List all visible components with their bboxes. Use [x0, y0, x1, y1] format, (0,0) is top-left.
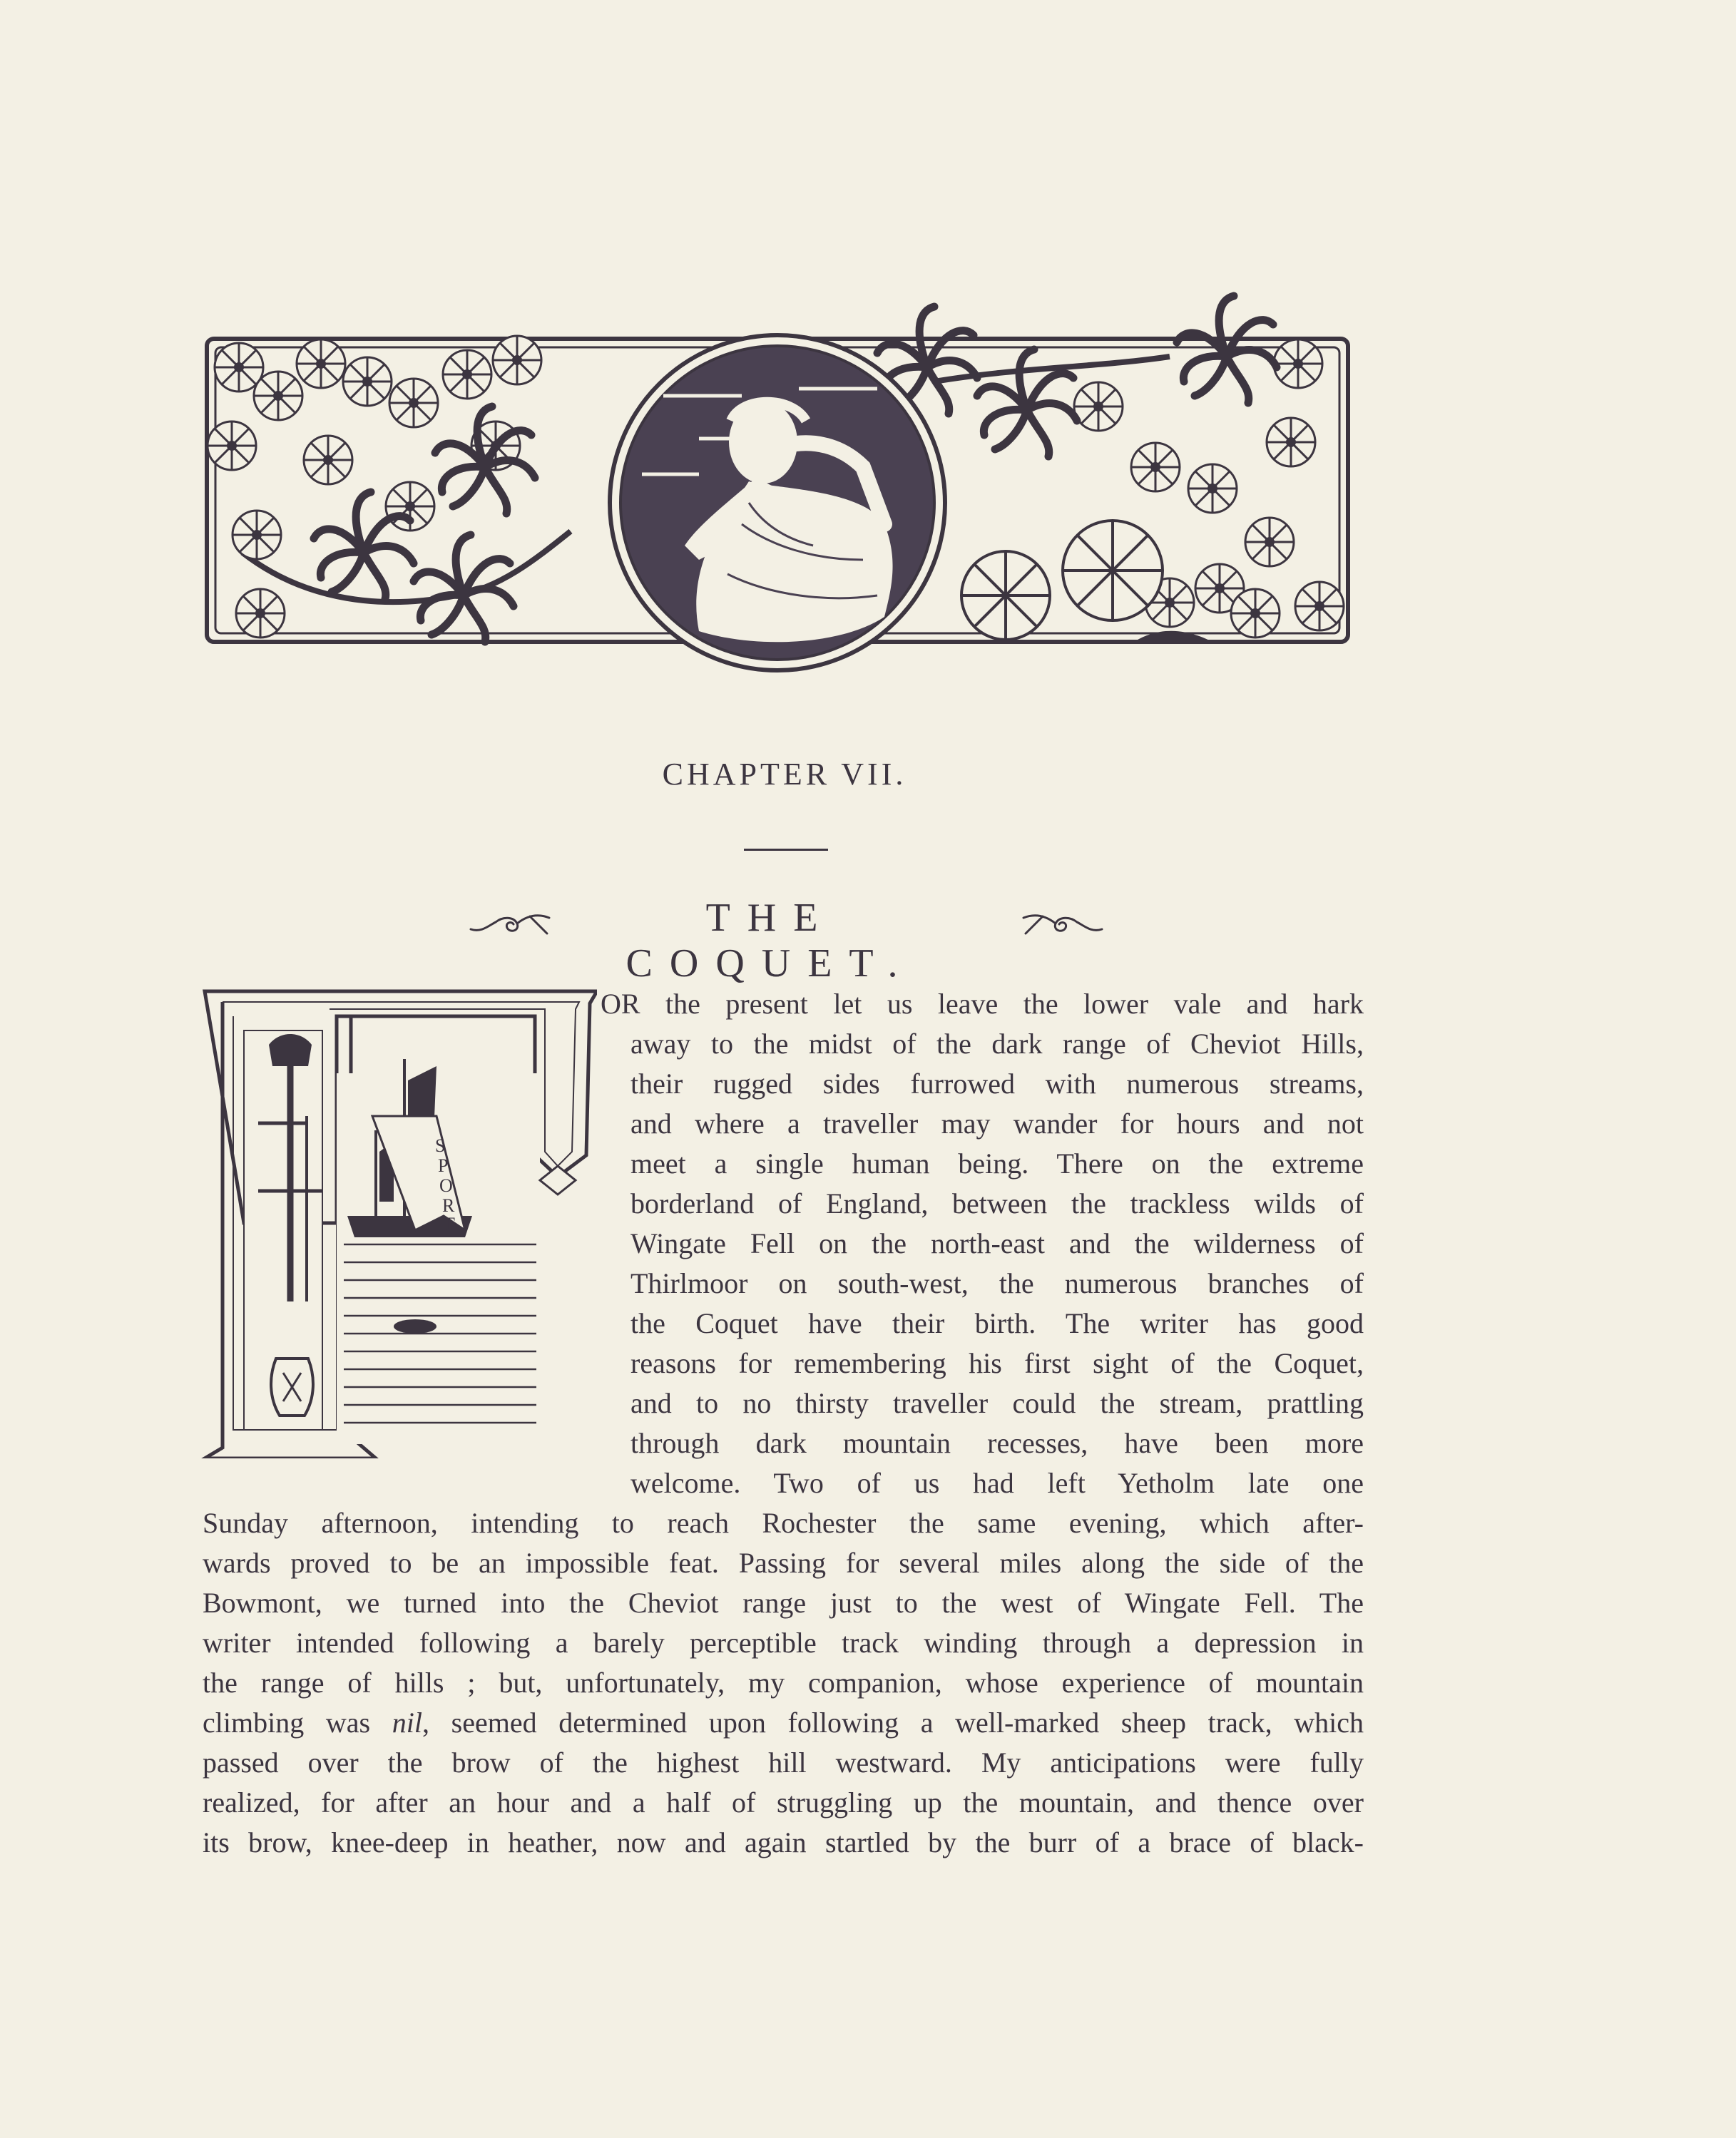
body-line: reasons for remembering his first sight of the Coquet,	[630, 1347, 1364, 1379]
body-line: and where a traveller may wander for hours and not	[630, 1108, 1364, 1140]
chapter-title-row	[456, 895, 1113, 986]
body-line: Wingate Fell on the north-east and the wilderness of	[630, 1227, 1364, 1259]
body-line: Thirlmoor on south-west, the numerous branches of	[630, 1267, 1364, 1299]
body-line: its brow, knee-deep in heather, now and again startled by the burr of a brace of black-	[203, 1826, 1364, 1858]
scroll-ornament-right-icon	[1020, 908, 1106, 939]
body-line-1: OR the present let us leave the lower vale and hark	[601, 988, 1364, 1020]
body-line: realized, for after an hour and a half of struggling up the mountain, and thence over	[203, 1786, 1364, 1819]
body-text-segment: climbing was	[203, 1707, 392, 1739]
floral-border-illustration	[200, 289, 1355, 681]
illuminated-dropcap-f	[201, 988, 597, 1458]
svg-text:R: R	[442, 1195, 455, 1216]
decorative-headpiece	[200, 289, 1355, 681]
body-line-with-italic	[203, 1703, 1364, 1743]
body-line: welcome. Two of us had left Yetholm late one	[630, 1467, 1364, 1499]
body-line: passed over the brow of the highest hill westward. My anticipations were fully	[203, 1746, 1364, 1779]
scroll-ornament-left-icon	[467, 908, 553, 939]
body-line: and to no thirsty traveller could the stream, prattling	[630, 1387, 1364, 1419]
svg-text:O: O	[439, 1175, 453, 1196]
body-line: writer intended following a barely perceptible track winding through a depression in	[203, 1627, 1364, 1659]
body-line: through dark mountain recesses, have been more	[630, 1427, 1364, 1459]
chapter-number: CHAPTER VII.	[662, 757, 907, 792]
heading-divider	[744, 849, 828, 851]
italic-word: nil	[392, 1707, 422, 1739]
body-line: away to the midst of the dark range of Cheviot Hills,	[630, 1028, 1364, 1060]
body-line: borderland of England, between the trackless wilds of	[630, 1187, 1364, 1219]
svg-text:T: T	[444, 1214, 455, 1234]
body-line: Sunday afternoon, intending to reach Rochester the same evening, which after-	[203, 1507, 1364, 1539]
dropcap-banner-text: S	[435, 1135, 446, 1156]
dropcap-ship-illustration	[201, 988, 597, 1458]
body-line: their rugged sides furrowed with numerous streams,	[630, 1068, 1364, 1100]
body-line: Bowmont, we turned into the Cheviot range just to the west of Wingate Fell. The	[203, 1587, 1364, 1619]
chapter-title: THE COQUET.	[626, 896, 915, 986]
svg-text:P: P	[438, 1155, 449, 1176]
body-line: the range of hills ; but, unfortunately, my companion, whose experience of mountain	[203, 1667, 1364, 1699]
body-line: the Coquet have their birth. The writer has good	[630, 1307, 1364, 1339]
body-line: meet a single human being. There on the extreme	[630, 1147, 1364, 1180]
body-line: wards proved to be an impossible feat. Passing for several miles along the side of the	[203, 1547, 1364, 1579]
body-text-segment: , seemed determined upon following a well-marked sheep track, which	[422, 1707, 1364, 1739]
